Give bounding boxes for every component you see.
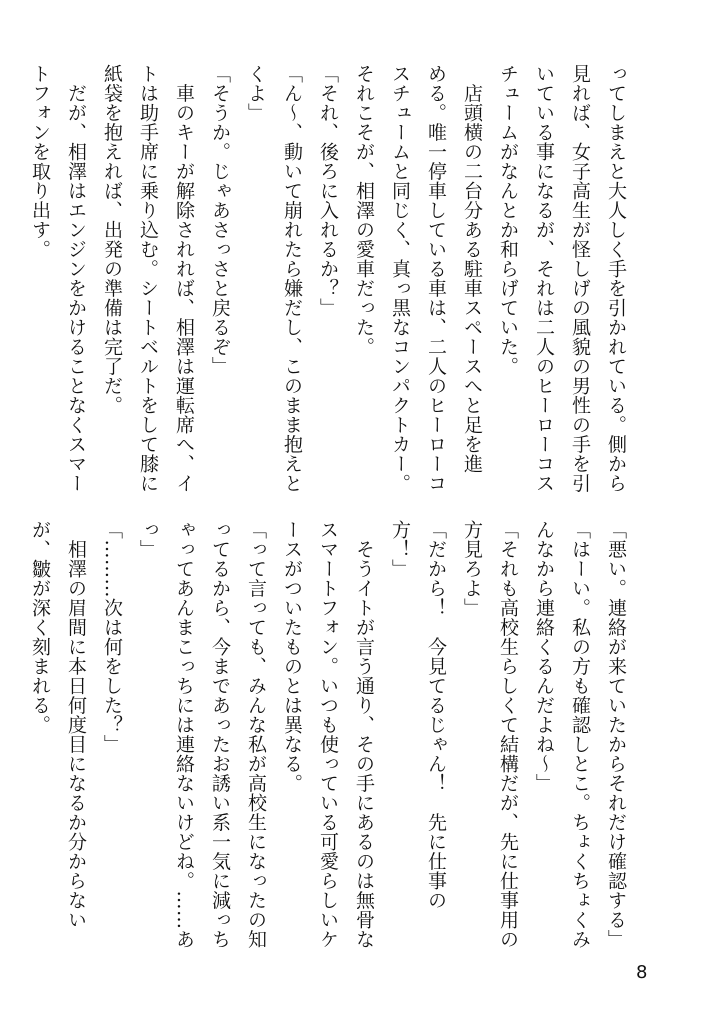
text-line: ゃってあんまこっちには連絡ないけどね。……あ bbox=[173, 520, 195, 949]
text-line: そうイトが言う通り、その手にあるのは無骨な bbox=[353, 520, 375, 949]
text-line: 紙袋を抱えれば、出発の準備は完了だ。 bbox=[101, 64, 123, 415]
text-line: 相澤の眉間に本日何度目になるか分からない bbox=[65, 520, 87, 930]
text-line: 「そうか。じゃあさっさと戻るぞ」 bbox=[209, 64, 231, 376]
text-line: スチュームと同じく、真っ黒なコンパクトカー。 bbox=[389, 64, 411, 493]
text-line: 「それ、後ろに入れるか？」 bbox=[317, 64, 339, 318]
text-line: 「って言っても、みんな私が高校生になったの知 bbox=[245, 520, 267, 949]
text-line: 「………次は何をした？」 bbox=[101, 520, 123, 754]
text-block-lower bbox=[22, 520, 634, 960]
text-line: 店頭横の二台分ある駐車スペースへと足を進 bbox=[461, 64, 483, 474]
text-line: それこそが、相澤の愛車だった。 bbox=[353, 64, 375, 357]
page-number: 8 bbox=[636, 962, 648, 983]
text-line: ってるから、今まであったお誘い系一気に減っち bbox=[209, 520, 231, 949]
text-line: める。唯一停車している車は、二人のヒーローコ bbox=[425, 64, 447, 493]
text-line: チュームがなんとか和らげていた。 bbox=[497, 64, 519, 376]
text-line: くよ」 bbox=[245, 64, 267, 123]
text-line: っ」 bbox=[137, 520, 159, 559]
text-line: ースがついたものとは異なる。 bbox=[281, 520, 303, 793]
text-line: ってしまえと大人しく手を引かれている。側から bbox=[605, 64, 627, 493]
text-line: 「だから！ 今見てるじゃん！ 先に仕事の bbox=[425, 520, 447, 910]
text-line: だが、相澤はエンジンをかけることなくスマー bbox=[65, 64, 87, 493]
text-line: 「それも高校生らしくて結構だが、先に仕事用の bbox=[497, 520, 519, 949]
text-line: 「はーい。私の方も確認しとこ。ちょくちょくみ bbox=[569, 520, 591, 949]
text-line: 方見ろよ」 bbox=[461, 520, 483, 618]
text-line: 方！」 bbox=[389, 520, 411, 579]
text-block-upper bbox=[22, 64, 634, 504]
text-line: 「ん～、動いて崩れたら嫌だし、このまま抱えと bbox=[281, 64, 303, 493]
text-line: トフォンを取り出す。 bbox=[29, 64, 51, 259]
text-line: いている事になるが、それは二人のヒーローコス bbox=[533, 64, 555, 493]
text-line: が、皺が深く刻まれる。 bbox=[29, 520, 51, 735]
text-line: 見れば、女子高生が怪しげの風貌の男性の手を引 bbox=[569, 64, 591, 493]
text-line: スマートフォン。いつも使っている可愛らしいケ bbox=[317, 520, 339, 949]
text-line: 車のキーが解除されれば、相澤は運転席へ、イ bbox=[173, 64, 195, 493]
text-line: 「悪い。連絡が来ていたからそれだけ確認する」 bbox=[605, 520, 627, 949]
text-line: トは助手席に乗り込む。シートベルトをして膝に bbox=[137, 64, 159, 493]
text-line: んなから連絡くるんだよね～」 bbox=[533, 520, 555, 793]
